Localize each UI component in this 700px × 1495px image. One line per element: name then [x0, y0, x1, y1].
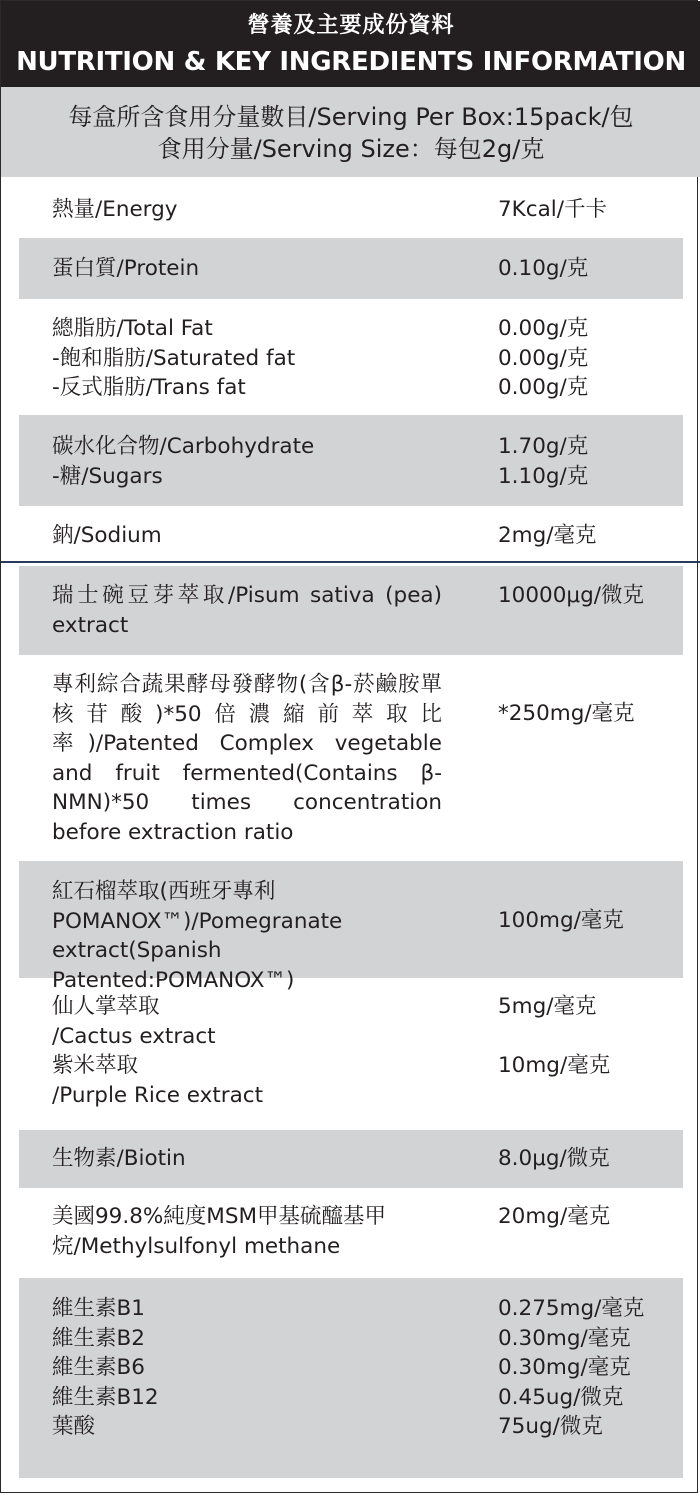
ingredient-value: [498, 1202, 683, 1232]
nutrient-value-line: 1.70g/克: [498, 434, 589, 459]
table-row-msm: [19, 1188, 683, 1278]
nutrient-value-line: 0.00g/克: [498, 345, 589, 371]
ingredient-value-line: 0.30mg/毫克: [498, 1355, 631, 1380]
ingredient-value-line: 10000μg/微克: [498, 583, 644, 608]
nutrient-value-line: 0.10g/克: [498, 256, 589, 281]
nutrient-value-line: 2mg/毫克: [498, 523, 597, 548]
section-divider: [1, 561, 700, 563]
table-row-pea-extract: [19, 566, 683, 655]
nutrient-name-line: 熱量/Energy: [52, 197, 178, 222]
ingredient-name: [52, 1144, 442, 1174]
ingredient-value-line: 75ug/微克: [498, 1414, 603, 1439]
ingredient-value: [498, 699, 683, 729]
ingredient-name: [52, 992, 442, 1110]
nutrient-value: [498, 314, 683, 403]
table-row-sodium: [19, 506, 683, 561]
table-row-total-fat: [19, 299, 683, 415]
table-row-energy: [19, 181, 683, 238]
nutrient-value-line: 0.00g/克: [498, 316, 589, 341]
ingredient-name-line: /Purple Rice extract: [52, 1082, 264, 1108]
ingredient-name-line: 生物素/Biotin: [52, 1146, 186, 1171]
ingredient-value: [498, 992, 683, 1081]
title-chinese: 營養及主要成份資料: [247, 13, 455, 38]
table-row-biotin: [19, 1130, 683, 1188]
ingredient-value-line: 20mg/毫克: [498, 1204, 611, 1229]
ingredient-value-line: 0.30mg/毫克: [498, 1325, 631, 1351]
nutrient-value: [498, 432, 683, 491]
title-english: NUTRITION & KEY INGREDIENTS INFORMATION: [16, 47, 686, 77]
ingredient-name-line: 維生素B6: [52, 1355, 145, 1380]
ingredient-name: 專利綜合蔬果酵母發酵物(含β-菸鹼胺單核苷酸)*50倍濃縮前萃取比率)/Patented Complex vegetable and fruit fermented(Contains β-NMN)*50 times concentration before extraction ratio: [52, 672, 442, 845]
table-row-protein: [19, 238, 683, 299]
ingredient-value: [498, 581, 683, 611]
nutrient-value: [498, 521, 683, 551]
ingredient-name: 紅石榴萃取(西班牙專利POMANOX™)/Pomegranate extract(Spanish Patented:POMANOX™): [52, 879, 343, 993]
serving-per-box: 每盒所含食用分量數目/Serving Per Box:15pack/包: [68, 103, 634, 131]
ingredient-value-line: 5mg/毫克: [498, 994, 597, 1019]
table-row-patented-complex: [19, 655, 683, 861]
ingredient-value: [498, 906, 683, 936]
ingredient-name-line: 葉酸: [52, 1414, 96, 1439]
nutrient-name-line: -反式脂肪/Trans fat: [52, 375, 246, 400]
nutrient-name: [52, 195, 442, 225]
nutrient-name: [52, 521, 442, 551]
ingredient-value-line: 100mg/毫克: [498, 908, 624, 933]
serving-size: 食用分量/Serving Size：每包2g/克: [157, 135, 545, 163]
nutrient-value: [498, 195, 683, 225]
header: [1, 1, 700, 87]
nutrient-name: [52, 432, 442, 491]
nutrient-value-line: 7Kcal/千卡: [498, 197, 607, 222]
ingredient-value-line: [498, 1022, 683, 1052]
table-row-cactus-purple-rice: [19, 978, 683, 1130]
nutrient-name: [52, 314, 442, 403]
ingredient-value: [498, 1294, 683, 1442]
nutrient-name: [52, 254, 442, 284]
ingredient-name: 瑞士碗豆芽萃取/Pisum sativa (pea) extract: [52, 583, 442, 638]
nutrient-name-line: -糖/Sugars: [52, 463, 163, 489]
table-row-vitamins: [19, 1278, 683, 1478]
ingredient-name: 美國99.8%純度MSM甲基硫醯基甲烷/Methylsulfonyl methane: [52, 1204, 387, 1259]
ingredient-name-line: /Cactus extract: [52, 1023, 216, 1049]
nutrient-name-line: 蛋白質/Protein: [52, 256, 200, 281]
nutrient-name-line: 碳水化合物/Carbohydrate: [52, 434, 315, 459]
nutrient-value: [498, 254, 683, 284]
ingredient-value-line: 10mg/毫克: [498, 1053, 611, 1078]
ingredient-value-line: 0.275mg/毫克: [498, 1296, 645, 1321]
ingredient-name-line: 維生素B2: [52, 1325, 145, 1351]
ingredient-value-line: 0.45ug/微克: [498, 1384, 624, 1410]
nutrient-name-line: 總脂肪/Total Fat: [52, 316, 213, 341]
ingredient-name-line: 仙人掌萃取: [52, 994, 160, 1019]
ingredient-name-line: 維生素B1: [52, 1296, 145, 1321]
table-row-pomegranate: [19, 861, 683, 993]
serving-info: [1, 87, 700, 177]
ingredient-name-line: 紫米萃取: [52, 1053, 139, 1078]
ingredient-name-line: 維生素B12: [52, 1384, 159, 1410]
nutrient-value-line: 0.00g/克: [498, 375, 589, 400]
nutrient-value-line: 1.10g/克: [498, 463, 589, 489]
ingredient-value-line: 8.0μg/微克: [498, 1146, 610, 1171]
ingredient-value: [498, 1144, 683, 1174]
ingredient-name: [52, 1294, 442, 1442]
nutrient-name-line: -飽和脂肪/Saturated fat: [52, 345, 296, 371]
nutrient-name-line: 鈉/Sodium: [52, 523, 162, 548]
ingredient-value-line: *250mg/毫克: [498, 701, 635, 726]
table-row-carbohydrate: [19, 415, 683, 506]
